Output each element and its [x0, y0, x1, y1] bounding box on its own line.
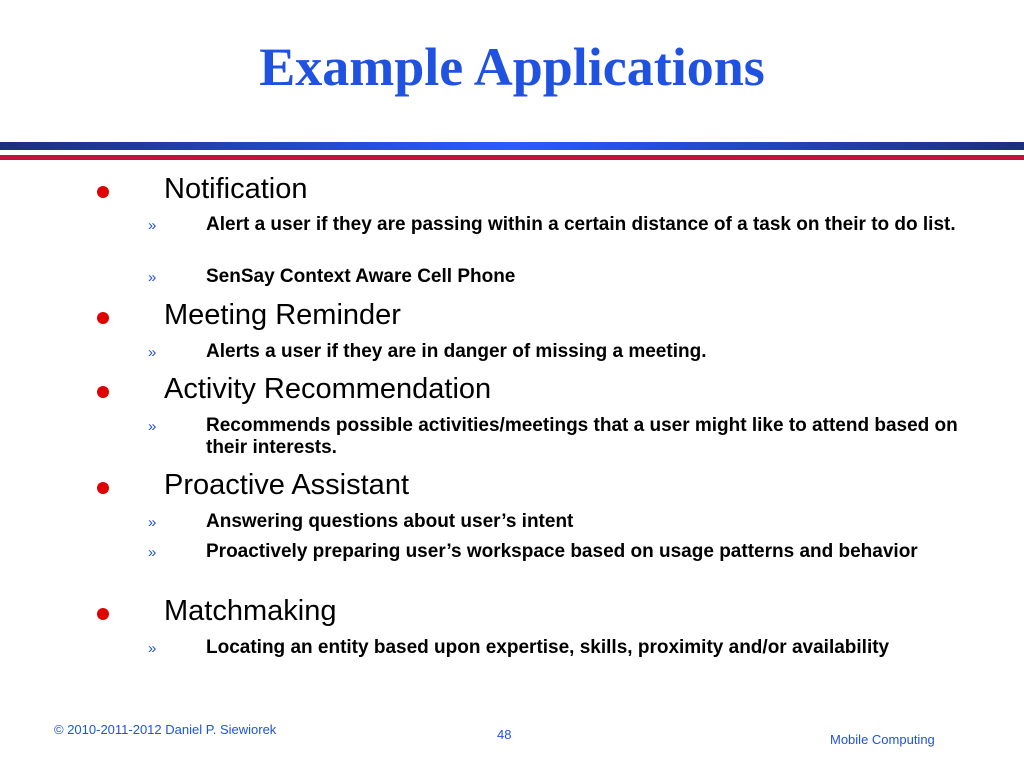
bullet-label: Matchmaking [164, 595, 337, 627]
bullet-dot-icon [97, 482, 109, 494]
bullet-label: Notification [164, 173, 308, 205]
bullet-dot-icon [97, 386, 109, 398]
sub-bullet-text: Recommends possible activities/meetings that a user might like to attend based on their interests. [206, 415, 958, 458]
slide-title: Example Applications [259, 37, 765, 97]
footer-course: Mobile Computing [830, 732, 935, 747]
title-rule-blue [0, 142, 1024, 150]
footer-copyright: © 2010-2011-2012 Daniel P. Siewiorek [54, 722, 277, 737]
raquo-icon: » [148, 418, 157, 435]
raquo-icon: » [148, 269, 157, 286]
bullet-label: Proactive Assistant [164, 469, 409, 501]
footer-page-number: 48 [497, 727, 512, 742]
sub-bullet-text: Locating an entity based upon expertise, skills, proximity and/or availability [206, 637, 890, 658]
sub-bullet-text: Proactively preparing user’s workspace based on usage patterns and behavior [206, 541, 918, 562]
sub-bullet-text: Answering questions about user’s intent [206, 511, 574, 532]
bullet-dot-icon [97, 186, 109, 198]
title-rule-red [0, 155, 1024, 160]
sub-bullet-text: Alerts a user if they are in danger of missing a meeting. [206, 341, 707, 362]
sub-bullet-text: Alert a user if they are passing within a certain distance of a task on their to do list. [206, 214, 956, 235]
raquo-icon: » [148, 544, 157, 561]
sub-bullet-text: SenSay Context Aware Cell Phone [206, 266, 516, 287]
bullet-dot-icon [97, 608, 109, 620]
bullet-label: Activity Recommendation [164, 373, 492, 405]
bullet-label: Meeting Reminder [164, 299, 401, 331]
raquo-icon: » [148, 344, 157, 361]
bullet-dot-icon [97, 312, 109, 324]
raquo-icon: » [148, 514, 157, 531]
raquo-icon: » [148, 640, 157, 657]
raquo-icon: » [148, 217, 157, 234]
